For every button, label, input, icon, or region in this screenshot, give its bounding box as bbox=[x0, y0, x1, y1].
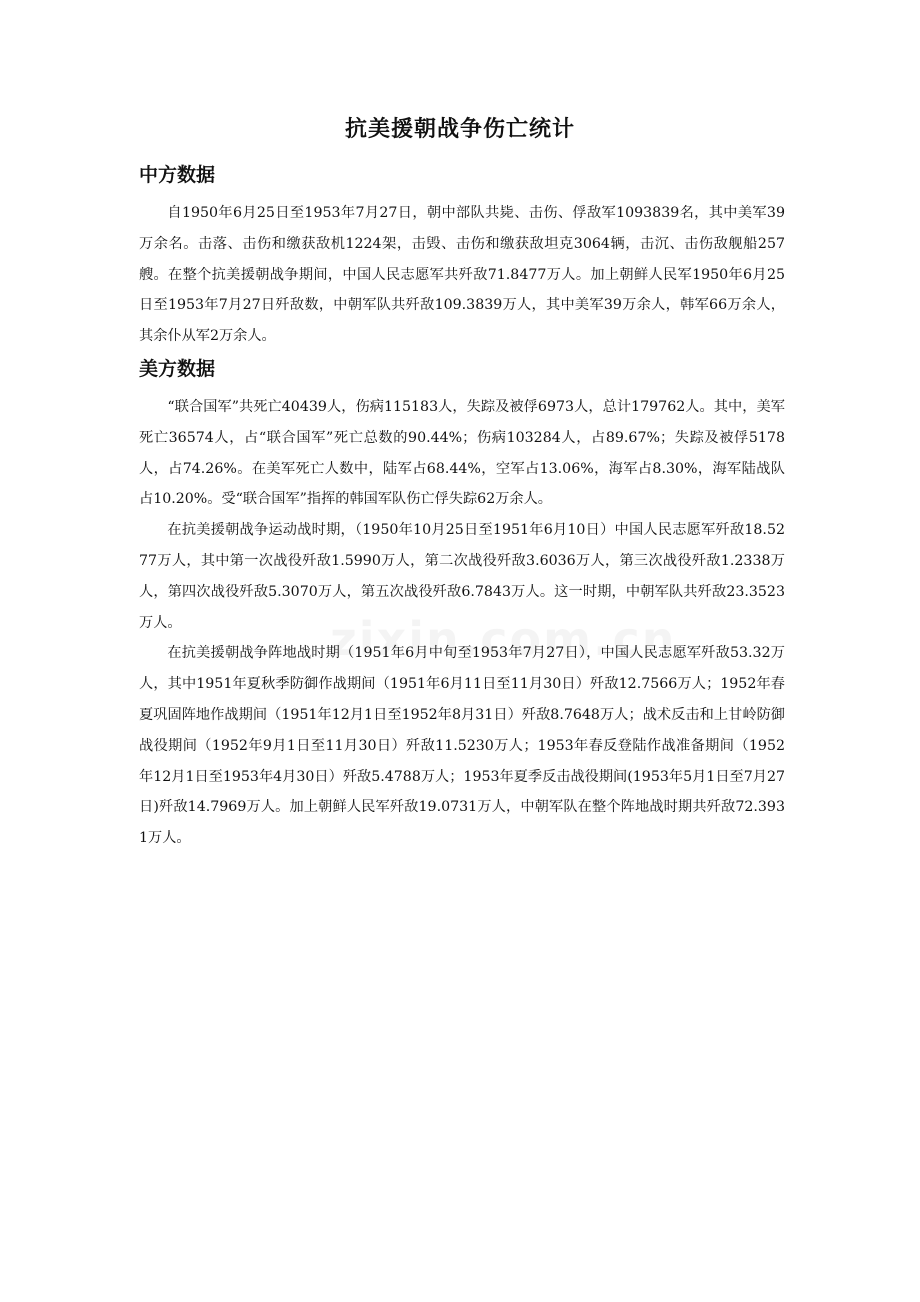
section-chinese-data bbox=[139, 158, 785, 352]
paragraph: 自1950年6月25日至1953年7月27日，朝中部队共毙、击伤、俘敌军1093839名，其中美军39万余名。击落、击伤和缴获敌机1224架，击毁、击伤和缴获敌坦克3064辆，击沉、击伤敌舰船257艘。在整个抗美援朝战争期间，中国人民志愿军共歼敌71.8477万人。加上朝鲜人民军1950年6月25日至1953年7月27日歼敌数，中朝军队共歼敌109.3839万人，其中美军39万余人，韩军66万余人，其余仆从军2万余人。 bbox=[139, 205, 785, 345]
document-title: 抗美援朝战争伤亡统计 bbox=[344, 117, 575, 142]
section-heading: 中方数据 bbox=[139, 164, 216, 186]
paragraph: “联合国军”共死亡40439人，伤病115183人，失踪及被俘6973人，总计179762人。其中，美军死亡36574人，占“联合国军”死亡总数的90.44%；伤病103284人，占89.67%；失踪及被俘5178人，占74.26%。在美军死亡人数中，陆军占68.44%，空军占13.06%，海军占8.30%，海军陆战队占10.20%。受“联合国军”指挥的韩国军队伤亡俘失踪62万余人。 bbox=[139, 398, 785, 508]
section-heading: 美方数据 bbox=[139, 357, 216, 380]
document-body bbox=[139, 158, 785, 854]
section-us-data bbox=[139, 352, 785, 854]
paragraph: 在抗美援朝战争运动战时期，（1950年10月25日至1951年6月10日）中国人民志愿军歼敌18.5277万人，其中第一次战役歼敌1.5990万人，第二次战役歼敌3.6036万人，第三次战役歼敌1.2338万人，第四次战役歼敌5.3070万人，第五次战役歼敌6.7843万人。这一时期，中朝军队共歼敌23.3523万人。 bbox=[139, 522, 785, 631]
paragraph: 在抗美援朝战争阵地战时期（1951年6月中旬至1953年7月27日），中国人民志愿军歼敌53.32万人，其中1951年夏秋季防御作战期间（1951年6月11日至11月30日）歼敌12.7566万人；1952年春夏巩固阵地作战期间（1951年12月1日至1952年8月31日）歼敌8.7648万人；战术反击和上甘岭防御战役期间（1952年9月1日至11月30日）歼敌11.5230万人；1953年春反登陆作战准备期间（1952年12月1日至1953年4月30日）歼敌5.4788万人；1953年夏季反击战役期间(1953年5月1日至7月27日)歼敌14.7969万人。加上朝鲜人民军歼敌19.0731万人，中朝军队在整个阵地战时期共歼敌72.3931万人。 bbox=[139, 645, 785, 847]
